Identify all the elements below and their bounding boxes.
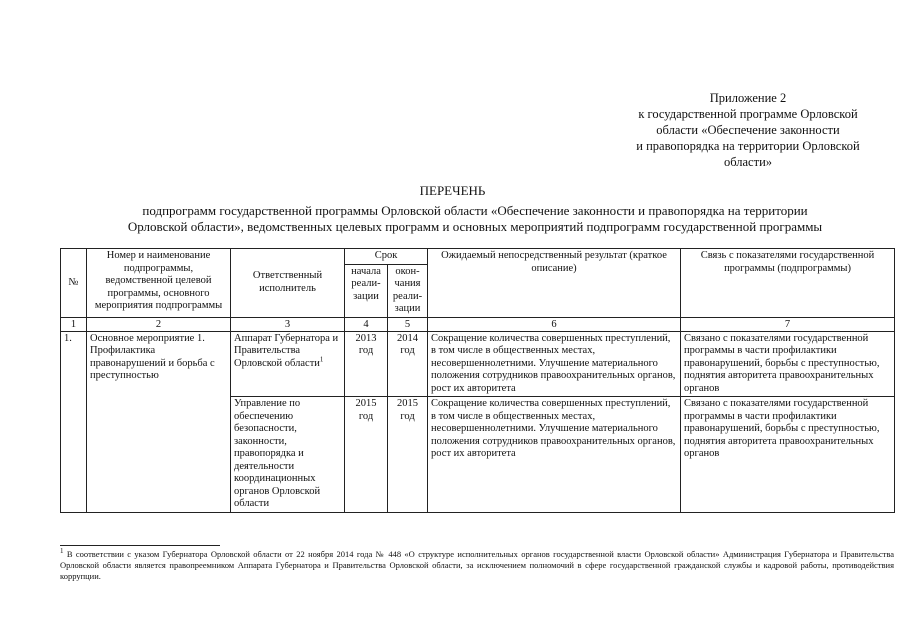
footnote-text: В соответствии с указом Губернатора Орловской области от 22 ноября 2014 года № 448 «О структуре исполнительных органов государственной власти Орловской области» Администрация Губернатора и Правительства Орловской области является правопреемником Аппарата Губернатора и Правительства Орловской области, за исключением полномочий в сфере государственной гражданской службы и кадровой работы, противодействия коррупции.: [60, 549, 895, 581]
appendix-line: к государственной программе Орловской: [638, 107, 858, 121]
appendix-block: [598, 90, 898, 170]
column-number: 6: [428, 317, 681, 331]
header-link: Связь с показателями государственной программы (подпрограммы): [681, 249, 895, 318]
row-executor: Управление по обеспечению безопасности, законности, правопорядка и деятельности координационных органов Орловской области: [231, 397, 345, 513]
header-result: Ожидаемый непосредственный результат (краткое описание): [428, 249, 681, 318]
column-number: 2: [87, 317, 231, 331]
footnote-ref: 1: [319, 355, 324, 363]
header-start: начала реали-зации: [345, 264, 388, 317]
appendix-line: области «Обеспечение законности: [656, 123, 840, 137]
column-number: 3: [231, 317, 345, 331]
appendix-line: области»: [723, 155, 773, 169]
row-start: 2013 год: [345, 331, 388, 397]
table-header-row: [61, 249, 895, 265]
appendix-line: Приложение 2: [709, 91, 787, 105]
column-number: 4: [345, 317, 388, 331]
row-link: Связано с показателями государственной программы в части профилактики правонарушений, борьбы с преступностью, поднятия авторитета правоохранительных органов: [681, 397, 895, 513]
column-number-row: [61, 317, 895, 331]
header-end: окон-чания реали-зации: [388, 264, 428, 317]
header-term: Срок: [345, 249, 428, 265]
header-num: №: [61, 249, 87, 318]
executor-text: Аппарат Губернатора и Правительства Орловской области: [234, 332, 339, 369]
header-name: Номер и наименование подпрограммы, ведомственной целевой программы, основного мероприятия подпрограммы: [87, 249, 231, 318]
row-end: 2014 год: [388, 331, 428, 397]
table-row: [61, 331, 895, 397]
footnote: [60, 549, 894, 582]
appendix-line: и правопорядка на территории Орловской: [636, 139, 860, 153]
footnote-divider: [60, 545, 220, 546]
row-link: Связано с показателями государственной программы в части профилактики правонарушений, борьбы с преступностью, поднятия авторитета правоохранительных органов: [681, 331, 895, 397]
column-number: 1: [61, 317, 87, 331]
row-end: 2015 год: [388, 397, 428, 513]
document-subtitle: [50, 203, 900, 235]
subtitle-line: подпрограмм государственной программы Орловской области «Обеспечение законности и правопорядка на территории: [142, 203, 808, 218]
document-title: ПЕРЕЧЕНЬ: [419, 183, 486, 198]
header-executor: Ответственный исполнитель: [231, 249, 345, 318]
row-executor: [231, 331, 345, 397]
row-num: 1.: [61, 331, 87, 512]
subtitle-line: Орловской области», ведомственных целевых программ и основных мероприятий подпрограмм государственной программы: [127, 219, 823, 234]
column-number: 5: [388, 317, 428, 331]
program-table: [60, 248, 895, 513]
row-result: Сокращение количества совершенных преступлений, в том числе в общественных местах, несовершеннолетними. Улучшение материального положения сотрудников правоохранительных органов, рост их авторитета: [428, 397, 681, 513]
row-result: Сокращение количества совершенных преступлений, в том числе в общественных местах, несовершеннолетними. Улучшение материального положения сотрудников правоохранительных органов, рост их авторитета: [428, 331, 681, 397]
row-name: Основное мероприятие 1. Профилактика правонарушений и борьба с преступностью: [87, 331, 231, 512]
row-start: 2015 год: [345, 397, 388, 513]
column-number: 7: [681, 317, 895, 331]
footnote-mark: 1: [60, 547, 64, 556]
